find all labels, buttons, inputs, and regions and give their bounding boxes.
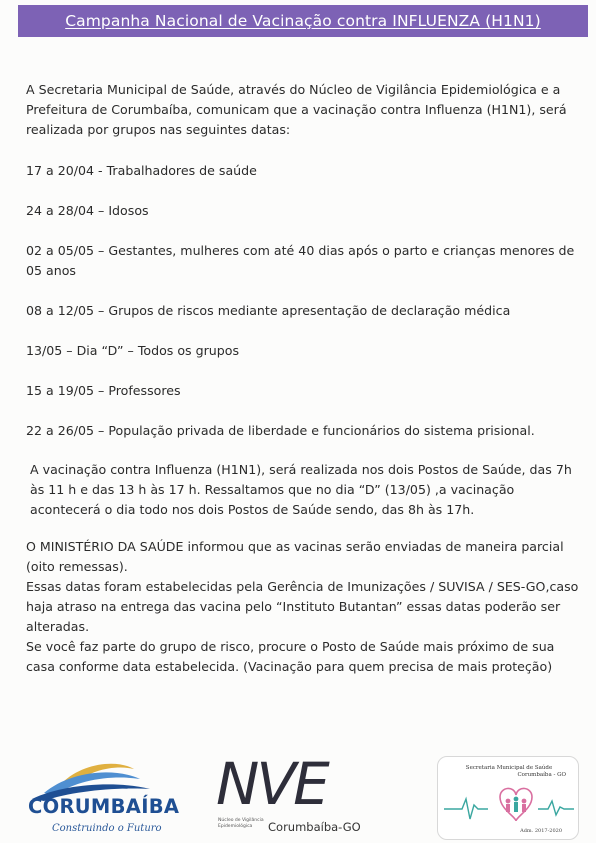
schedule-item: 02 a 05/05 – Gestantes, mulheres com até 40 dias após o parto e crianças menores de 05 anos bbox=[26, 243, 575, 278]
schedule-item: 24 a 28/04 – Idosos bbox=[26, 203, 149, 218]
ministry-note: O MINISTÉRIO DA SAÚDE informou que as vacinas serão enviadas de maneira parcial (oito remessas). bbox=[26, 539, 564, 574]
notice-body bbox=[26, 80, 582, 677]
notes-block bbox=[26, 537, 582, 677]
schedule-item: 08 a 12/05 – Grupos de riscos mediante apresentação de declaração médica bbox=[26, 303, 511, 318]
footer-logos bbox=[0, 752, 596, 843]
secretaria-years: Adm. 2017-2020 bbox=[520, 828, 562, 834]
intro-paragraph: A Secretaria Municipal de Saúde, através do Núcleo de Vigilância Epidemiológica e a Prefeitura de Corumbaíba, comunicam que a vacinação contra Influenza (H1N1), será realizada por grupos nas seguintes datas: bbox=[26, 82, 567, 137]
corumbaiba-logo bbox=[22, 757, 180, 839]
heart-family-icon bbox=[444, 777, 574, 829]
nve-subtitle: Corumbaíba-GO bbox=[268, 820, 361, 834]
nve-small-text: Núcleo de Vigilância Epidemiológica bbox=[218, 818, 264, 829]
schedule-item: 17 a 20/04 - Trabalhadores de saúde bbox=[26, 163, 257, 178]
secretaria-city: Corumbaíba - GO bbox=[517, 772, 566, 778]
risk-group-note: Se você faz parte do grupo de risco, procure o Posto de Saúde mais próximo de sua casa conforme data estabelecida. (Vacinação para quem precisa de mais proteção) bbox=[26, 639, 555, 674]
nve-letters: NVE bbox=[216, 750, 327, 818]
schedule-item: 22 a 26/05 – População privada de liberdade e funcionários do sistema prisional. bbox=[26, 423, 535, 438]
secretaria-title: Secretaria Municipal de Saúde bbox=[465, 765, 553, 771]
dates-note: Essas datas foram estabelecidas pela Gerência de Imunizações / SUVISA / SES-GO,caso haja atraso na entrega das vacina pelo “Instituto Butantan” essas datas poderão ser alteradas. bbox=[26, 579, 579, 634]
secretaria-saude-logo bbox=[437, 756, 579, 840]
nve-logo bbox=[216, 750, 376, 840]
page-title: Campanha Nacional de Vacinação contra INFLUENZA (H1N1) bbox=[65, 12, 541, 30]
corumbaiba-slogan: Construindo o Futuro bbox=[52, 823, 162, 834]
title-banner bbox=[18, 5, 588, 37]
schedule-item: 15 a 19/05 – Professores bbox=[26, 383, 181, 398]
corumbaiba-wordmark: CORUMBAÍBA bbox=[28, 795, 180, 818]
schedule-item: 13/05 – Dia “D” – Todos os grupos bbox=[26, 343, 240, 358]
health-posts-paragraph: A vacinação contra Influenza (H1N1), será realizada nos dois Postos de Saúde, das 7h às 11 h e das 13 h às 17 h. Ressaltamos que no dia “D” (13/05) ,a vacinação acontecerá o dia todo nos dois Postos de Saúde sendo, das 8h às 17h. bbox=[30, 462, 572, 517]
schedule-list bbox=[26, 161, 582, 441]
